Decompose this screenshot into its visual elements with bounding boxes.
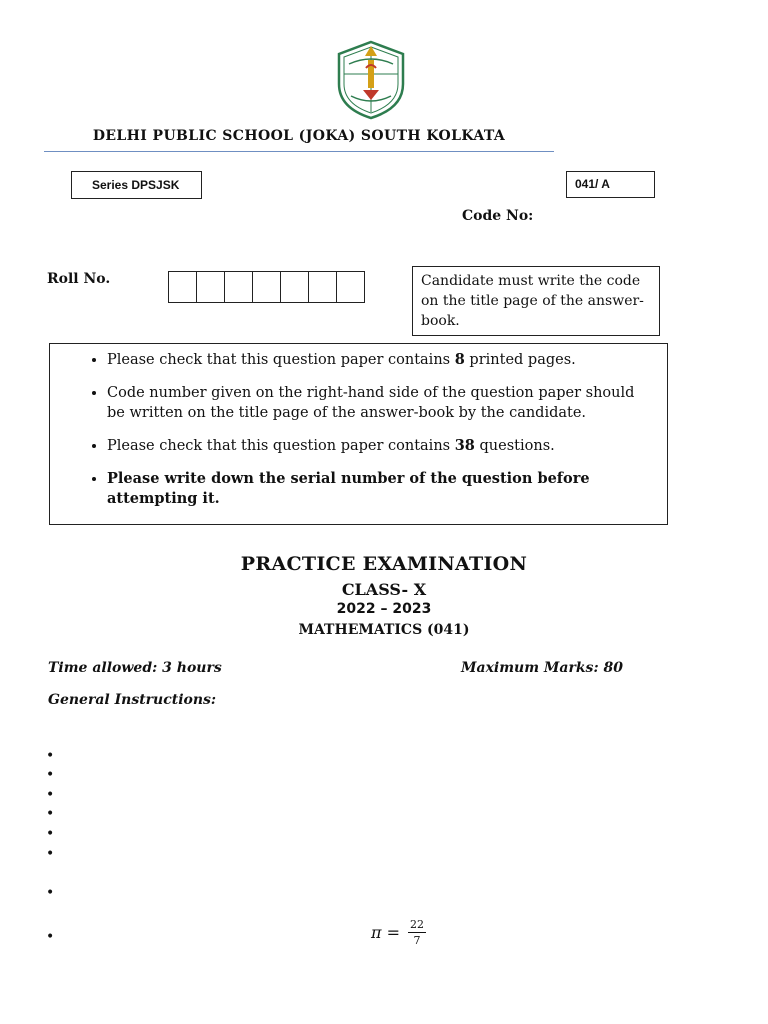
bullet-point: • [46,846,55,862]
maximum-marks: Maximum Marks: 80 [461,660,623,676]
candidate-note-box: Candidate must write the code on the title page of the answer-book. [412,266,660,336]
roll-digit-box[interactable] [337,271,365,303]
bullet-point: • [46,748,55,764]
series-box: Series DPSJSK [71,171,202,199]
instructions-box [49,343,668,525]
roll-digit-box[interactable] [169,271,197,303]
exam-subject: MATHEMATICS (041) [298,622,470,638]
exam-class: CLASS- X [341,580,427,599]
code-label: Code No: [462,208,534,224]
bullet-point: • [46,929,55,945]
roll-digit-box[interactable] [281,271,309,303]
exam-year: 2022 – 2023 [336,601,432,617]
roll-digit-box[interactable] [225,271,253,303]
instruction-item: • Please write down the serial number of the question before attempting it. [107,469,647,509]
fraction-denominator: 7 [413,934,421,947]
pi-formula [371,918,426,947]
fraction [408,918,426,947]
bullet-point: • [46,806,55,822]
time-allowed: Time allowed: 3 hours [48,660,222,676]
school-name: DELHI PUBLIC SCHOOL (JOKA) SOUTH KOLKATA [92,128,506,144]
instruction-item: • Please check that this question paper contains 8 printed pages. [107,350,647,370]
formula-lhs: π = [371,923,401,942]
header-divider [44,151,554,152]
exam-title: PRACTICE EXAMINATION [240,553,528,575]
roll-digit-box[interactable] [253,271,281,303]
fraction-numerator: 22 [410,918,425,931]
bullet-point: • [46,885,55,901]
general-instructions-heading: General Instructions: [48,692,217,708]
instruction-item: • Please check that this question paper contains 38 questions. [107,436,647,456]
roll-digit-box[interactable] [309,271,337,303]
bullet-point: • [46,767,55,783]
school-crest-logo [329,38,413,122]
code-value-box: 041/ A [566,171,655,198]
roll-number-boxes[interactable] [168,271,365,303]
bullet-point: • [46,787,55,803]
roll-digit-box[interactable] [197,271,225,303]
instruction-item: • Code number given on the right-hand side of the question paper should be written on the title page of the answer-book by the candidate. [107,383,647,423]
bullet-point: • [46,826,55,842]
roll-number-label: Roll No. [47,271,111,287]
